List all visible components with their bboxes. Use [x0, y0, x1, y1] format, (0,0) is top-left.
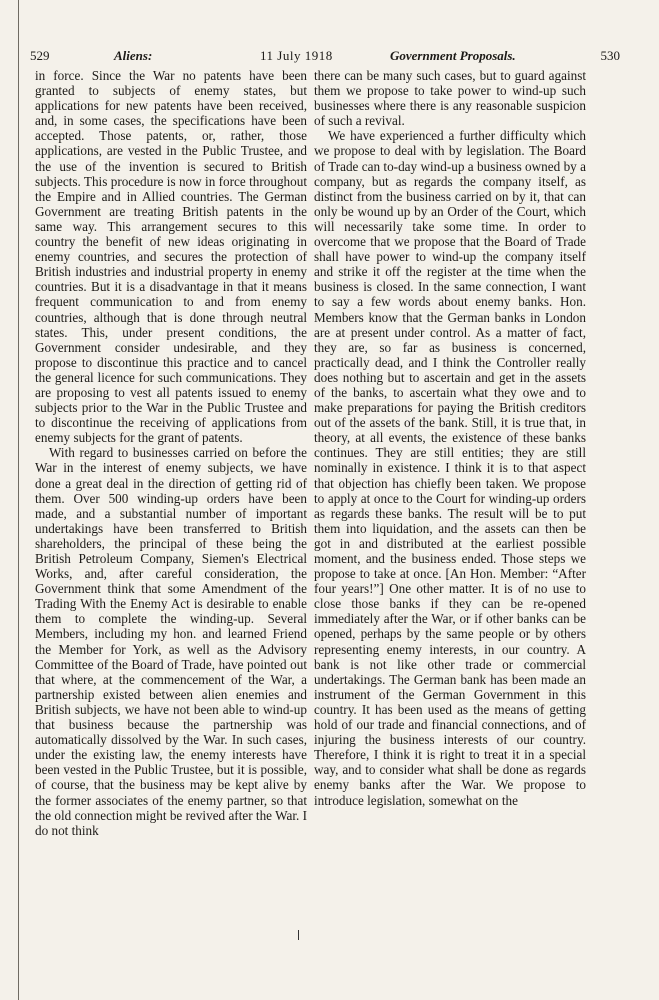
right-column — [314, 68, 586, 808]
running-title-right: Government Proposals. — [390, 48, 516, 63]
column-end-mark — [298, 930, 299, 940]
page-number-right: 530 — [600, 48, 620, 63]
left-column — [35, 68, 307, 838]
paragraph: With regard to businesses carried on before the War in the interest of enemy subjects, we have done a great deal in the direction of getting rid of them. Over 500 winding-up orders have been made, and a substantial number of important undertakings have been transferred to British shareholders, the principal of these being the British Petroleum Company, Siemen's Electrical Works, and, after careful consideration, the Government think that some Amendment of the Trading With the Enemy Act is desirable to enable them to complete the winding-up. Several Members, including my hon. and learned Friend the Member for York, as well as the Advisory Committee of the Board of Trade, have pointed out that where, at the commencement of the War, a partnership existed between alien enemies and British subjects, we have not been able to wind-up that business because the partnership was automatically dissolved by the War. In such cases, under the existing law, the enemy interests have been vested in the Public Trustee, but it is possible, of course, that the business may be kept alive by the former associates of the enemy partner, so that the old connection might be revived after the War. I do not think — [35, 445, 307, 838]
page-number-left: 529 — [30, 48, 50, 63]
paragraph: We have experienced a further difficulty which we propose to deal with by legislation. The Board of Trade can to-day wind-up a business owned by a company, but as regards the company itself, as distinct from the business carried on by it, that can only be wound up by an Order of the Court, which will necessarily take some time. In order to overcome that we propose that the Board of Trade shall have power to wind-up the company itself and strike it off the register at the time when the business is closed. In the same connection, I want to say a few words about enemy banks. Hon. Members know that the German banks in London are at present under control. As a matter of fact, they are, so far as business is concerned, practically dead, and I think the Controller really does nothing but to ascertain and get in the assets of the banks, to ascertain what they owe and to make preparations for paying the British creditors out of the assets of the bank. Still, it is true that, in theory, at all events, the existence of these banks continues. They are still entities; they are still nominally in existence. I think it is to that aspect that objection has chiefly been taken. We propose to apply at once to the Court for winding-up orders as regards these banks. The result will be to put them into liquidation, and the assets can then be got in and distributed at the earliest possible moment, and the business ended. Those steps we propose to take at once. [An Hon. Member: “After four years!”] One other matter. It is of no use to close those banks if they can be re-opened immediately after the War, or if other banks can be opened, perhaps by the same people or by others representing enemy interests, in our country. A bank is not like other trade or commercial undertakings. The German bank has been made an instrument of the German Government in this country. It has been used as the means of getting hold of our trade and financial connections, and of injuring the business interests of our country. Therefore, I think it is right to treat it in a special way, and to consider what shall be done as regards enemy banks after the War. We propose to introduce legislation, somewhat on the — [314, 128, 586, 808]
running-title-left: Aliens: — [114, 48, 153, 63]
page-header — [30, 48, 620, 68]
paragraph: there can be many such cases, but to guard against them we propose to take power to wind-up such businesses where there is any reasonable suspicion of such a revival. — [314, 68, 586, 129]
header-date: 11 July 1918 — [260, 48, 333, 63]
page-margin-rule — [18, 0, 19, 1000]
paragraph: in force. Since the War no patents have been granted to subjects of enemy states, but applications for new patents have been received, and, in some cases, the specifications have been accepted. Those patents, or, rather, those applications, are vested in the Public Trustee, and the use of the invention is secured to British subjects. This procedure is now in force throughout the Empire and in Allied countries. The German Government are treating British patents in the same way. This arrangement secures to this country the benefit of new ideas originating in enemy countries, and secures the protection of British industries and industrial property in enemy countries. But it is a disadvantage in that it means frequent communication to and from enemy countries, although that is done through neutral states. This, under present conditions, the Government consider undesirable, and they propose to discontinue this practice and to cancel the general licence for such communications. They are proposing to vest all patents issued to enemy subjects prior to the War in the Public Trustee and to discontinue the receiving of applications from enemy subjects for the grant of patents. — [35, 68, 307, 446]
